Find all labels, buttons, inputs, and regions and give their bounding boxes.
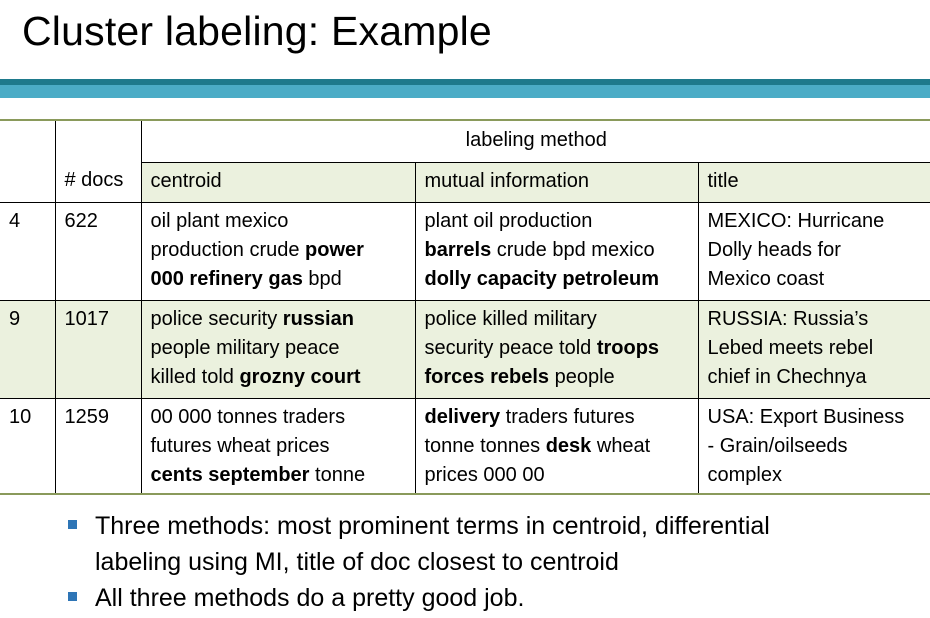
centroid-terms-cell <box>141 202 415 300</box>
header-divider-light <box>0 85 930 98</box>
column-header-docs: # docs <box>55 162 141 202</box>
term-text: crude bpd mexico <box>491 238 655 261</box>
doc-count-cell: 1259 <box>55 398 141 494</box>
column-header-mutual-information: mutual information <box>415 162 698 202</box>
doc-title-line: MEXICO: Hurricane <box>707 209 885 232</box>
term-text: bpd <box>302 267 342 290</box>
doc-title-line: Lebed meets rebel <box>707 336 874 359</box>
cluster-id-cell: 4 <box>0 202 55 300</box>
term-text: 00 000 tonnes traders <box>150 405 346 428</box>
bullet-text-line: labeling using MI, title of doc closest to centroid <box>95 548 619 576</box>
table-row <box>0 398 930 494</box>
term-text: traders futures <box>500 405 635 428</box>
column-header-centroid: centroid <box>141 162 415 202</box>
mutual-information-terms-cell <box>415 300 698 398</box>
table-header-row-method <box>0 120 930 162</box>
term-text: police killed military <box>424 307 597 330</box>
doc-title-line: RUSSIA: Russia’s <box>707 307 869 330</box>
table-row <box>0 300 930 398</box>
term-text: oil plant mexico <box>150 209 289 232</box>
doc-title-line: chief in Chechnya <box>707 365 867 388</box>
header-blank-cell-docs <box>55 120 141 162</box>
table-body <box>0 202 930 494</box>
term-text: production crude <box>150 238 306 261</box>
term-text: people <box>549 365 615 388</box>
bullet-item <box>66 508 916 580</box>
doc-title-line: Dolly heads for <box>707 238 841 261</box>
term-text: people military peace <box>150 336 340 359</box>
bold-term: troops <box>596 336 660 359</box>
mutual-information-terms-cell <box>415 202 698 300</box>
bold-term: russian <box>282 307 354 330</box>
square-bullet-icon <box>68 592 77 601</box>
bold-term: 000 refinery gas <box>150 267 303 290</box>
table-header-row-columns <box>0 162 930 202</box>
column-header-cluster <box>0 162 55 202</box>
term-text: killed told <box>150 365 240 388</box>
doc-title-cell <box>698 398 930 494</box>
term-text: plant oil production <box>424 209 593 232</box>
bold-term: delivery <box>424 405 501 428</box>
bullet-list <box>66 508 916 616</box>
term-text: tonne <box>309 463 366 486</box>
bold-term: power <box>305 238 364 261</box>
term-text: tonne tonnes <box>424 434 546 457</box>
term-text: futures wheat prices <box>150 434 330 457</box>
cluster-id-cell: 10 <box>0 398 55 494</box>
term-text: wheat <box>591 434 651 457</box>
bullet-text-line: All three methods do a pretty good job. <box>95 584 525 612</box>
cluster-labeling-table <box>0 119 930 495</box>
centroid-terms-cell <box>141 398 415 494</box>
centroid-terms-cell <box>141 300 415 398</box>
bold-term: grozny court <box>239 365 361 388</box>
cluster-id-cell: 9 <box>0 300 55 398</box>
labeling-method-header: labeling method <box>141 120 930 162</box>
term-text: police security <box>150 307 283 330</box>
bold-term: dolly capacity petroleum <box>424 267 660 290</box>
mutual-information-terms-cell <box>415 398 698 494</box>
doc-title-line: Mexico coast <box>707 267 825 290</box>
column-header-title: title <box>698 162 930 202</box>
bullet-text-line: Three methods: most prominent terms in centroid, differential <box>95 512 770 540</box>
doc-count-cell: 1017 <box>55 300 141 398</box>
table-row <box>0 202 930 300</box>
square-bullet-icon <box>68 520 77 529</box>
doc-count-cell: 622 <box>55 202 141 300</box>
header-blank-cell <box>0 120 55 162</box>
doc-title-cell <box>698 202 930 300</box>
bold-term: desk <box>545 434 592 457</box>
term-text: security peace told <box>424 336 597 359</box>
doc-title-line: USA: Export Business <box>707 405 905 428</box>
bold-term: forces rebels <box>424 365 550 388</box>
doc-title-line: - Grain/oilseeds <box>707 434 848 457</box>
slide-title: Cluster labeling: Example <box>22 8 492 54</box>
bullet-item <box>66 580 916 616</box>
doc-title-cell <box>698 300 930 398</box>
bold-term: cents september <box>150 463 310 486</box>
term-text: prices 000 00 <box>424 463 545 486</box>
bold-term: barrels <box>424 238 492 261</box>
doc-title-line: complex <box>707 463 782 486</box>
